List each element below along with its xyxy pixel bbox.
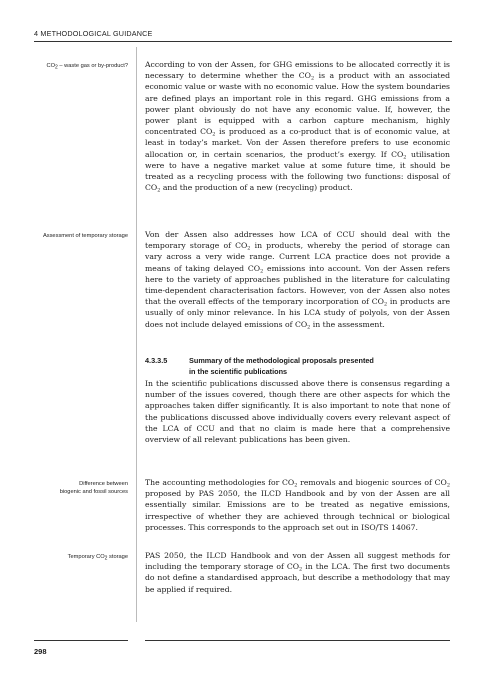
paragraph-waste-or-product: According to von der Assen, for GHG emissions to be allocated correctly it is necessary to determine whether the $CO_2$ is a product with an associated economic value or waste with no economic value. How the system boundaries are defined plays an important role in this regard. GHG emissions from a power plant obviously do not have any economic value. If, however, the power plant is equipped with a carbon capture mechanism, highly concentrated $CO_2$ is produced as a co-product that is of economic value, at least in today’s market. Von der Assen therefore prefers to use economic allocation or, in certain scenarios, the product’s exergy. If $CO_2$ utilisation were to have a negative market value at some future time, it should be treated as a recycling process with the following two functions: disposal of $CO_2$ and the production of a new (recycling) product. [145,60,451,194]
running-header: 4 METHODOLOGICAL GUIDANCE [34,29,452,42]
paragraph-accounting: The accounting methodologies for $CO_2$ removals and biogenic sources of $CO_2$ proposed by PAS 2050, the ILCD Handbook and by von der Assen are all essentially similar. Emissions are to be treated as negative emissions, irrespective of whether they are achieved through technical or biological processes. This corresponds to the approach set out in ISO/TS 14067. [145,478,450,532]
section-title-line-1: Summary of the methodological proposals presented [189,356,374,365]
paragraph-temporary-co2: PAS 2050, the ILCD Handbook and von der Assen all suggest methods for including the temporary storage of $CO_2$ in the LCA. The first two documents do not define a standardised approach, but describe a methodology that may be applied if required. [145,551,450,594]
margin-note-biogenic-fossil: Difference between biogenic and fossil sources [59,481,128,495]
section-heading [145,356,450,377]
footer-rule-right [145,640,450,641]
paragraph-summary: In the scientific publications discussed above there is consensus regarding a number of the issues covered, though there are other aspects for which the approaches taken differ significantly. It is also important to note that none of the publications discussed above individually covers every relevant aspect of the LCA of CCU and that no claim is made here that a comprehensive overview of all relevant publications has been given. [145,379,450,445]
footer-rule-left [34,640,128,641]
paragraph-temporary-storage: Von der Assen also addresses how LCA of CCU should deal with the temporary storage of $CO_2$ in products, whereby the period of storage can vary across a very wide range. Current LCA practice does not provide a means of taking delayed $CO_2$ emissions into account. Von der Assen refers here to the variety of approaches published in the literature for calculating time-dependent characterisation factors. However, von der Assen also notes that the overall effects of the temporary incorporation of $CO_2$ in products are usually of only minor relevance. In his LCA study of polyols, von der Assen does not include delayed emissions of $CO_2$ in the assessment. [145,230,450,331]
section-number: 4.3.3.5 [145,356,168,365]
section-title-line-2: in the scientific publications [189,366,288,376]
margin-note-temporary-co2-storage: Temporary $CO_2$ storage [67,554,128,562]
margin-note-waste-gas: $CO_2$ – waste gas or by-product? [46,63,128,71]
margin-note-temporary-storage: Assessment of temporary storage [42,233,128,239]
page-number: 298 [34,647,47,656]
margin-divider [136,47,137,622]
